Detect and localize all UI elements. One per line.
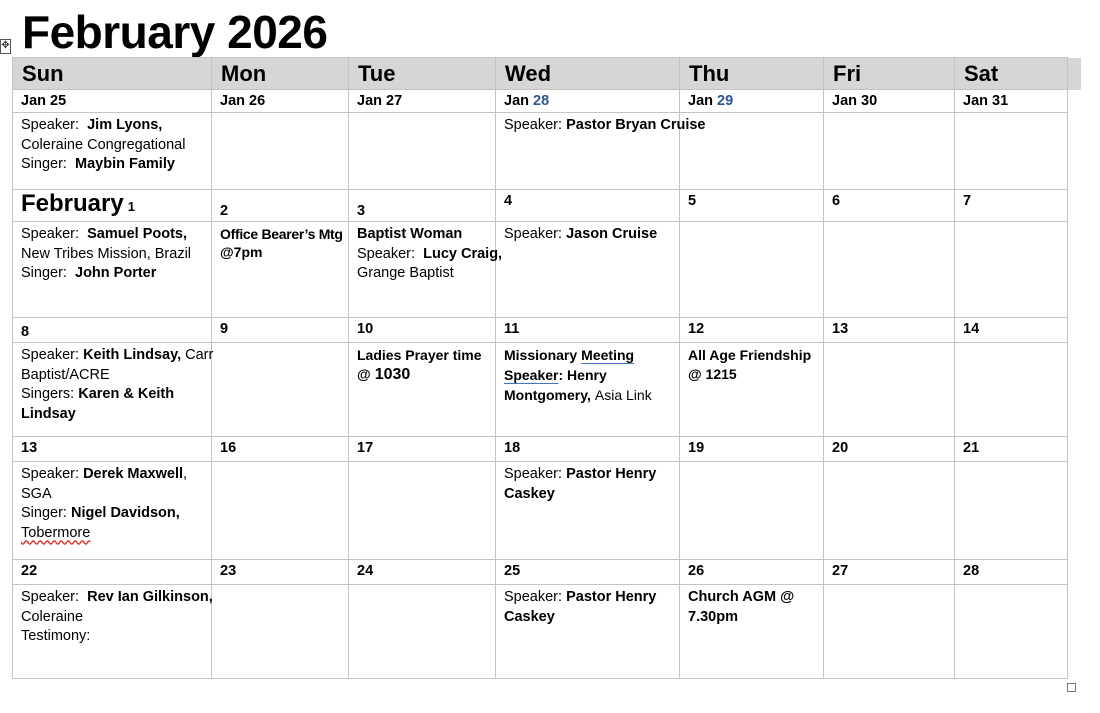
event-row	[13, 222, 1068, 318]
speaker-name: Samuel Poots,	[87, 226, 188, 242]
event-title: Meeting	[581, 347, 635, 363]
event-time: @ 1215	[688, 366, 737, 382]
event-cell[interactable]	[955, 462, 1068, 560]
event-row	[13, 462, 1068, 560]
speaker-name: Derek Maxwell	[83, 466, 184, 482]
date-cell: Jan 27	[349, 90, 496, 113]
event-cell[interactable]	[496, 585, 680, 679]
event-cell[interactable]	[496, 113, 706, 190]
event-cell[interactable]	[212, 113, 349, 190]
date-cell: 18	[496, 437, 680, 462]
event-cell[interactable]	[212, 222, 349, 318]
date-cell: 12	[680, 318, 824, 343]
speaker-label: Speaker:	[504, 226, 563, 242]
weekday-header: Sat	[955, 58, 1068, 90]
event-time: 7.30pm	[688, 608, 738, 625]
church-name: Coleraine Congregational	[21, 136, 186, 153]
date-row	[13, 190, 1068, 222]
singers-name: Karen & Keith	[78, 386, 175, 402]
weekday-header: Fri	[824, 58, 955, 90]
event-cell[interactable]	[212, 585, 349, 679]
event-cell[interactable]	[955, 343, 1068, 437]
date-cell: 7	[955, 190, 1068, 222]
singer-label: Singer:	[21, 156, 67, 172]
date-cell: 19	[680, 437, 824, 462]
singer-label: Singer:	[21, 505, 67, 521]
event-cell[interactable]	[349, 462, 496, 560]
speaker-label: Speaker:	[21, 466, 80, 482]
event-row	[13, 343, 1068, 437]
weekday-header: Sun	[13, 58, 212, 90]
speaker-name: Pastor Henry	[566, 466, 657, 482]
speaker-label: Speaker:	[21, 347, 80, 363]
speaker-name: Lucy Craig,	[423, 245, 503, 262]
date-cell: Jan 26	[212, 90, 349, 113]
date-row	[13, 437, 1068, 462]
date-row	[13, 318, 1068, 343]
speaker-label: Speaker:	[504, 589, 563, 605]
event-cell[interactable]	[680, 585, 824, 679]
speaker-name: Jim Lyons,	[87, 117, 163, 133]
event-cell[interactable]	[496, 462, 680, 560]
month-label: February	[21, 190, 124, 217]
date-cell: 4	[496, 190, 680, 222]
date-row	[13, 90, 1068, 113]
date-cell: 10	[349, 318, 496, 343]
event-cell[interactable]	[212, 462, 349, 560]
speaker-name: Pastor Henry	[566, 589, 657, 605]
event-cell[interactable]: Speaker: Derek Maxwell, SGA Singer: Nigel Davidson, Tobermore	[13, 462, 212, 560]
organisation-name: SGA	[21, 485, 52, 502]
event-title: Missionary	[504, 347, 578, 363]
page-title: February 2026	[22, 6, 328, 58]
date-row	[13, 560, 1068, 585]
date-cell: Jan 25	[13, 90, 212, 113]
event-cell[interactable]	[824, 462, 955, 560]
church-name: Carr	[185, 347, 214, 363]
organisation-name: Asia Link	[594, 387, 652, 403]
date-cell: 5	[680, 190, 824, 222]
table-move-handle[interactable]: ✥	[0, 39, 11, 54]
event-cell[interactable]	[680, 343, 824, 437]
date-cell	[680, 90, 824, 113]
event-cell[interactable]	[349, 343, 496, 437]
header-shading-overflow	[1066, 58, 1081, 90]
speaker-name: Jason Cruise	[566, 226, 658, 242]
speaker-name: Caskey	[504, 485, 555, 502]
date-cell: 27	[824, 560, 955, 585]
church-name: Grange Baptist	[357, 265, 454, 281]
date-cell: 13	[824, 318, 955, 343]
singer-label: Singer:	[21, 265, 67, 281]
speaker-name: Henry	[567, 367, 607, 383]
church-name: Baptist/ACRE	[21, 366, 110, 383]
event-title: Ladies Prayer time	[357, 347, 482, 363]
weekday-header: Mon	[212, 58, 349, 90]
speaker-label: Speaker:	[504, 117, 563, 133]
speaker-name: Keith Lindsay,	[83, 347, 182, 363]
speaker-label: Speaker:	[21, 589, 80, 605]
event-cell[interactable]	[680, 222, 824, 318]
date-cell: 2	[212, 190, 349, 222]
date-cell: 20	[824, 437, 955, 462]
event-title: Office Bearer’s Mtg	[220, 226, 343, 242]
event-cell[interactable]	[349, 222, 503, 318]
date-cell: Jan 31	[955, 90, 1068, 113]
weekday-header-row	[13, 58, 1068, 90]
table-resize-handle[interactable]	[1067, 683, 1076, 692]
date-cell: 3	[349, 190, 496, 222]
speaker-name: Caskey	[504, 608, 555, 625]
event-cell[interactable]	[212, 343, 349, 437]
weekday-header: Tue	[349, 58, 496, 90]
event-time: @7pm	[220, 244, 263, 260]
event-cell[interactable]	[824, 222, 955, 318]
event-cell[interactable]	[824, 113, 955, 190]
speaker-label: Speaker:	[357, 245, 416, 262]
singer-name: Maybin Family	[75, 156, 175, 172]
date-cell: 17	[349, 437, 496, 462]
date-cell: 11	[496, 318, 680, 343]
event-time-prefix: @	[357, 366, 371, 382]
event-cell[interactable]	[13, 585, 212, 679]
event-cell[interactable]	[955, 113, 1068, 190]
date-cell: 6	[824, 190, 955, 222]
date-number: 1	[127, 199, 135, 214]
date-cell: 25	[496, 560, 680, 585]
event-cell[interactable]	[13, 113, 212, 190]
event-cell[interactable]: Missionary Meeting Speaker: Henry Montgomery, Asia Link	[496, 343, 680, 437]
event-cell[interactable]	[13, 343, 212, 437]
event-time: 1030	[374, 366, 411, 383]
event-cell[interactable]	[824, 585, 955, 679]
event-cell[interactable]	[680, 462, 824, 560]
singer-name: John Porter	[75, 265, 157, 281]
date-cell: 22	[13, 560, 212, 585]
event-title: Baptist Woman	[357, 226, 463, 242]
speaker-name: Pastor Bryan Cruise	[566, 117, 706, 133]
event-cell[interactable]	[349, 113, 496, 190]
speaker-label: Speaker:	[504, 466, 563, 482]
event-cell[interactable]	[955, 222, 1068, 318]
date-cell: 13	[13, 437, 212, 462]
date-cell: 14	[955, 318, 1068, 343]
event-cell[interactable]	[496, 222, 680, 318]
date-cell	[13, 190, 212, 222]
date-cell: 26	[680, 560, 824, 585]
speaker-name: Rev Ian Gilkinson,	[87, 589, 213, 605]
speaker-name: Montgomery,	[504, 387, 591, 403]
weekday-header: Thu	[680, 58, 824, 90]
event-title: Church AGM @	[688, 589, 795, 605]
date-cell: 9	[212, 318, 349, 343]
singers-name: Lindsay	[21, 405, 76, 422]
speaker-label: Speaker	[504, 367, 559, 383]
event-row	[13, 585, 1068, 679]
singer-name: Nigel Davidson,	[70, 505, 180, 521]
date-cell: 21	[955, 437, 1068, 462]
date-cell: 23	[212, 560, 349, 585]
date-cell: Jan 30	[824, 90, 955, 113]
speaker-label: Speaker:	[21, 226, 80, 242]
organisation-name: New Tribes Mission, Brazil	[21, 245, 192, 262]
date-cell: 16	[212, 437, 349, 462]
place-name: Tobermore	[21, 524, 91, 541]
singers-label: Singers:	[21, 386, 75, 402]
date-cell: 28	[955, 560, 1068, 585]
testimony-label: Testimony:	[21, 628, 91, 644]
date-prefix: Jan	[504, 93, 529, 109]
church-name: Coleraine	[21, 608, 84, 625]
date-cell: 24	[349, 560, 496, 585]
date-cell: 8	[13, 318, 212, 343]
date-cell	[496, 90, 680, 113]
speaker-label: Speaker:	[21, 117, 80, 133]
date-number: 29	[717, 93, 734, 109]
event-cell[interactable]	[824, 343, 955, 437]
event-cell[interactable]	[13, 222, 212, 318]
event-title: All Age Friendship	[688, 347, 812, 363]
event-row	[13, 113, 1068, 190]
calendar-table	[12, 57, 1068, 679]
event-cell[interactable]	[349, 585, 496, 679]
date-prefix: Jan	[688, 93, 713, 109]
weekday-header: Wed	[496, 58, 680, 90]
event-cell[interactable]	[955, 585, 1068, 679]
date-number: 28	[533, 93, 550, 109]
